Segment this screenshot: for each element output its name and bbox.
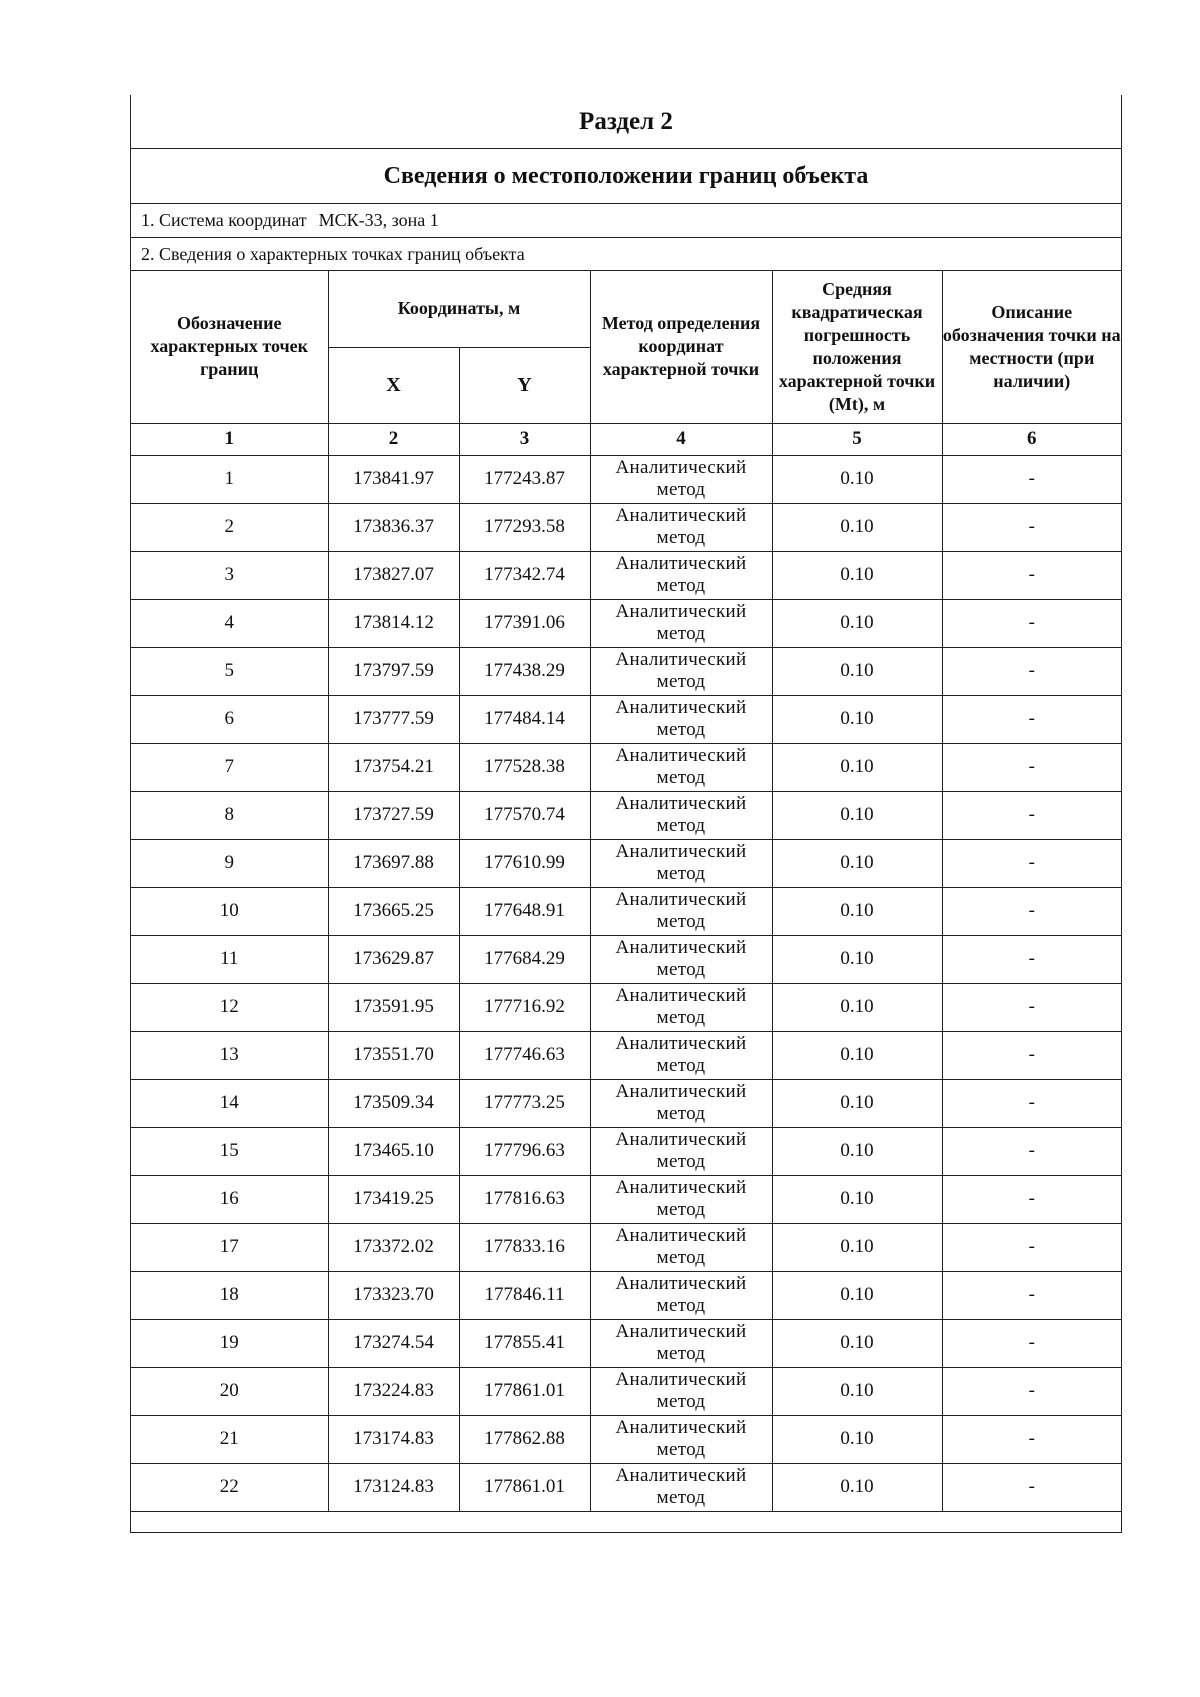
coordinate-y-cell: 177391.06 — [459, 599, 590, 647]
description-cell: - — [942, 1319, 1121, 1367]
coordinate-y-cell: 177861.01 — [459, 1463, 590, 1511]
table-row — [131, 647, 1121, 695]
header-description: Описание обозначения точки на местности (при наличии) — [942, 271, 1121, 423]
method-text: Аналитический — [615, 745, 747, 766]
method-cell — [590, 503, 772, 551]
coordinate-y-cell: 177610.99 — [459, 839, 590, 887]
method-text: метод — [656, 527, 706, 548]
method-cell — [590, 599, 772, 647]
method-cell — [590, 1415, 772, 1463]
header-designation: Обозначение характерных точек границ — [131, 271, 328, 423]
coordinate-x-cell: 173697.88 — [328, 839, 459, 887]
coordinate-y-cell: 177861.01 — [459, 1367, 590, 1415]
method-cell — [590, 1463, 772, 1511]
point-number-cell: 3 — [131, 551, 328, 599]
method-text: метод — [656, 1391, 706, 1412]
description-cell: - — [942, 1175, 1121, 1223]
table-row — [131, 503, 1121, 551]
table-row — [131, 455, 1121, 503]
method-cell — [590, 1031, 772, 1079]
coordinate-y-cell: 177484.14 — [459, 695, 590, 743]
method-text: Аналитический — [615, 505, 747, 526]
description-cell: - — [942, 983, 1121, 1031]
coordinate-y-cell: 177796.63 — [459, 1127, 590, 1175]
coordinate-x-cell: 173274.54 — [328, 1319, 459, 1367]
table-row — [131, 743, 1121, 791]
description-cell: - — [942, 1271, 1121, 1319]
description-cell: - — [942, 791, 1121, 839]
header-method: Метод определения координат характерной точки — [590, 271, 772, 423]
description-cell: - — [942, 1223, 1121, 1271]
error-cell: 0.10 — [772, 1127, 942, 1175]
coordinate-x-cell: 173814.12 — [328, 599, 459, 647]
coordinate-x-cell: 173372.02 — [328, 1223, 459, 1271]
method-text: метод — [656, 671, 706, 692]
method-cell — [590, 839, 772, 887]
method-text: метод — [656, 767, 706, 788]
coordinate-x-cell: 173665.25 — [328, 887, 459, 935]
method-text: Аналитический — [615, 697, 747, 718]
method-cell — [590, 743, 772, 791]
coordinate-y-cell: 177648.91 — [459, 887, 590, 935]
point-number-cell: 6 — [131, 695, 328, 743]
points-heading: 2. Сведения о характерных точках границ объекта — [131, 238, 1121, 271]
method-cell — [590, 983, 772, 1031]
coordinate-y-cell: 177746.63 — [459, 1031, 590, 1079]
header-x: X — [328, 347, 459, 423]
method-text: Аналитический — [615, 1369, 747, 1390]
section-title: Раздел 2 — [131, 95, 1121, 149]
coordinate-x-cell: 173827.07 — [328, 551, 459, 599]
document-section-2 — [130, 95, 1122, 1533]
method-text: Аналитический — [615, 649, 747, 670]
point-number-cell: 12 — [131, 983, 328, 1031]
point-number-cell: 17 — [131, 1223, 328, 1271]
coordinate-x-cell: 173727.59 — [328, 791, 459, 839]
error-cell: 0.10 — [772, 503, 942, 551]
coordinate-y-cell: 177243.87 — [459, 455, 590, 503]
header-coordinates: Координаты, м — [328, 271, 590, 347]
table-row — [131, 1223, 1121, 1271]
description-cell: - — [942, 1367, 1121, 1415]
method-text: метод — [656, 1247, 706, 1268]
point-number-cell: 5 — [131, 647, 328, 695]
error-cell: 0.10 — [772, 551, 942, 599]
point-number-cell: 7 — [131, 743, 328, 791]
points-table-body — [131, 455, 1121, 1511]
coordinate-y-cell: 177293.58 — [459, 503, 590, 551]
description-cell: - — [942, 1031, 1121, 1079]
table-row — [131, 1079, 1121, 1127]
error-cell: 0.10 — [772, 743, 942, 791]
column-number: 6 — [942, 423, 1121, 455]
coordinate-x-cell: 173124.83 — [328, 1463, 459, 1511]
error-cell: 0.10 — [772, 1319, 942, 1367]
method-text: метод — [656, 815, 706, 836]
table-row — [131, 887, 1121, 935]
table-row — [131, 551, 1121, 599]
table-row — [131, 839, 1121, 887]
point-number-cell: 14 — [131, 1079, 328, 1127]
error-cell: 0.10 — [772, 1415, 942, 1463]
method-text: метод — [656, 959, 706, 980]
table-row — [131, 1319, 1121, 1367]
description-cell: - — [942, 551, 1121, 599]
error-cell: 0.10 — [772, 1271, 942, 1319]
error-cell: 0.10 — [772, 935, 942, 983]
method-cell — [590, 647, 772, 695]
method-cell — [590, 1223, 772, 1271]
error-cell: 0.10 — [772, 839, 942, 887]
table-row — [131, 1127, 1121, 1175]
point-number-cell: 4 — [131, 599, 328, 647]
coordinate-y-cell: 177833.16 — [459, 1223, 590, 1271]
coordinate-y-cell: 177438.29 — [459, 647, 590, 695]
method-text: Аналитический — [615, 601, 747, 622]
point-number-cell: 8 — [131, 791, 328, 839]
method-text: метод — [656, 1343, 706, 1364]
method-text: метод — [656, 1199, 706, 1220]
coordinate-x-cell: 173591.95 — [328, 983, 459, 1031]
method-cell — [590, 887, 772, 935]
point-number-cell: 16 — [131, 1175, 328, 1223]
coordinate-x-cell: 173465.10 — [328, 1127, 459, 1175]
column-number: 2 — [328, 423, 459, 455]
method-text: метод — [656, 479, 706, 500]
error-cell: 0.10 — [772, 1079, 942, 1127]
method-text: Аналитический — [615, 889, 747, 910]
coordinate-x-cell: 173551.70 — [328, 1031, 459, 1079]
coordinate-y-cell: 177570.74 — [459, 791, 590, 839]
point-number-cell: 15 — [131, 1127, 328, 1175]
coordinate-x-cell: 173797.59 — [328, 647, 459, 695]
coordinate-system-value: МСК-33, зона 1 — [318, 210, 439, 230]
method-text: Аналитический — [615, 1465, 747, 1486]
coordinate-y-cell: 177528.38 — [459, 743, 590, 791]
method-text: метод — [656, 863, 706, 884]
method-text: метод — [656, 1439, 706, 1460]
description-cell: - — [942, 887, 1121, 935]
method-text: метод — [656, 911, 706, 932]
section-subtitle: Сведения о местоположении границ объекта — [131, 149, 1121, 204]
method-text: метод — [656, 1007, 706, 1028]
column-number: 1 — [131, 423, 328, 455]
error-cell: 0.10 — [772, 791, 942, 839]
error-cell: 0.10 — [772, 1223, 942, 1271]
error-cell: 0.10 — [772, 887, 942, 935]
point-number-cell: 18 — [131, 1271, 328, 1319]
error-cell: 0.10 — [772, 599, 942, 647]
method-text: метод — [656, 1151, 706, 1172]
coordinate-y-cell: 177855.41 — [459, 1319, 590, 1367]
point-number-cell: 21 — [131, 1415, 328, 1463]
coordinate-x-cell: 173509.34 — [328, 1079, 459, 1127]
method-text: Аналитический — [615, 553, 747, 574]
description-cell: - — [942, 1127, 1121, 1175]
method-cell — [590, 695, 772, 743]
table-row — [131, 791, 1121, 839]
method-cell — [590, 791, 772, 839]
description-cell: - — [942, 743, 1121, 791]
point-number-cell: 19 — [131, 1319, 328, 1367]
coordinate-system-line — [131, 204, 1121, 238]
method-text: Аналитический — [615, 841, 747, 862]
method-cell — [590, 1319, 772, 1367]
coordinate-y-cell: 177773.25 — [459, 1079, 590, 1127]
error-cell: 0.10 — [772, 1175, 942, 1223]
point-number-cell: 9 — [131, 839, 328, 887]
table-row — [131, 983, 1121, 1031]
error-cell: 0.10 — [772, 983, 942, 1031]
table-row — [131, 1367, 1121, 1415]
method-text: Аналитический — [615, 1177, 747, 1198]
header-y: Y — [459, 347, 590, 423]
error-cell: 0.10 — [772, 1463, 942, 1511]
coordinate-x-cell: 173323.70 — [328, 1271, 459, 1319]
coordinate-y-cell: 177816.63 — [459, 1175, 590, 1223]
coordinate-y-cell: 177684.29 — [459, 935, 590, 983]
coordinate-y-cell: 177862.88 — [459, 1415, 590, 1463]
point-number-cell: 2 — [131, 503, 328, 551]
coordinate-x-cell: 173419.25 — [328, 1175, 459, 1223]
method-text: Аналитический — [615, 1033, 747, 1054]
coordinate-y-cell: 177342.74 — [459, 551, 590, 599]
point-number-cell: 11 — [131, 935, 328, 983]
column-numbers-row — [131, 423, 1121, 455]
method-text: Аналитический — [615, 1417, 747, 1438]
method-text: Аналитический — [615, 937, 747, 958]
column-number: 5 — [772, 423, 942, 455]
method-text: метод — [656, 719, 706, 740]
method-text: Аналитический — [615, 1321, 747, 1342]
method-text: метод — [656, 1055, 706, 1076]
method-text: метод — [656, 1487, 706, 1508]
method-cell — [590, 1271, 772, 1319]
table-row — [131, 599, 1121, 647]
description-cell: - — [942, 455, 1121, 503]
error-cell: 0.10 — [772, 647, 942, 695]
method-cell — [590, 1079, 772, 1127]
coordinate-y-cell: 177846.11 — [459, 1271, 590, 1319]
table-row — [131, 1175, 1121, 1223]
method-text: метод — [656, 623, 706, 644]
coordinate-x-cell: 173841.97 — [328, 455, 459, 503]
table-row — [131, 935, 1121, 983]
method-text: метод — [656, 1295, 706, 1316]
description-cell: - — [942, 599, 1121, 647]
point-number-cell: 10 — [131, 887, 328, 935]
coordinate-x-cell: 173629.87 — [328, 935, 459, 983]
point-number-cell: 20 — [131, 1367, 328, 1415]
column-number: 3 — [459, 423, 590, 455]
description-cell: - — [942, 1079, 1121, 1127]
method-cell — [590, 1127, 772, 1175]
table-row — [131, 1271, 1121, 1319]
method-text: Аналитический — [615, 1225, 747, 1246]
method-text: Аналитический — [615, 793, 747, 814]
table-tail — [131, 1512, 1121, 1532]
table-row — [131, 695, 1121, 743]
method-cell — [590, 1175, 772, 1223]
error-cell: 0.10 — [772, 695, 942, 743]
error-cell: 0.10 — [772, 1367, 942, 1415]
error-cell: 0.10 — [772, 1031, 942, 1079]
coordinate-x-cell: 173836.37 — [328, 503, 459, 551]
point-number-cell: 1 — [131, 455, 328, 503]
description-cell: - — [942, 839, 1121, 887]
error-cell: 0.10 — [772, 455, 942, 503]
method-text: Аналитический — [615, 1129, 747, 1150]
description-cell: - — [942, 1415, 1121, 1463]
method-cell — [590, 1367, 772, 1415]
method-text: Аналитический — [615, 1273, 747, 1294]
coordinate-x-cell: 173754.21 — [328, 743, 459, 791]
method-cell — [590, 455, 772, 503]
boundary-points-table — [131, 271, 1121, 1512]
method-cell — [590, 935, 772, 983]
description-cell: - — [942, 695, 1121, 743]
method-text: метод — [656, 1103, 706, 1124]
description-cell: - — [942, 503, 1121, 551]
table-row — [131, 1415, 1121, 1463]
coordinate-x-cell: 173777.59 — [328, 695, 459, 743]
method-text: Аналитический — [615, 457, 747, 478]
method-text: метод — [656, 575, 706, 596]
point-number-cell: 22 — [131, 1463, 328, 1511]
coordinate-x-cell: 173224.83 — [328, 1367, 459, 1415]
method-cell — [590, 551, 772, 599]
method-text: Аналитический — [615, 985, 747, 1006]
coordinate-x-cell: 173174.83 — [328, 1415, 459, 1463]
coordinate-system-label: 1. Система координат — [141, 210, 307, 230]
column-number: 4 — [590, 423, 772, 455]
table-row — [131, 1031, 1121, 1079]
table-row — [131, 1463, 1121, 1511]
description-cell: - — [942, 935, 1121, 983]
header-error: Средняя квадратическая погрешность положения характерной точки (Mt), м — [772, 271, 942, 423]
point-number-cell: 13 — [131, 1031, 328, 1079]
method-text: Аналитический — [615, 1081, 747, 1102]
description-cell: - — [942, 647, 1121, 695]
description-cell: - — [942, 1463, 1121, 1511]
coordinate-y-cell: 177716.92 — [459, 983, 590, 1031]
